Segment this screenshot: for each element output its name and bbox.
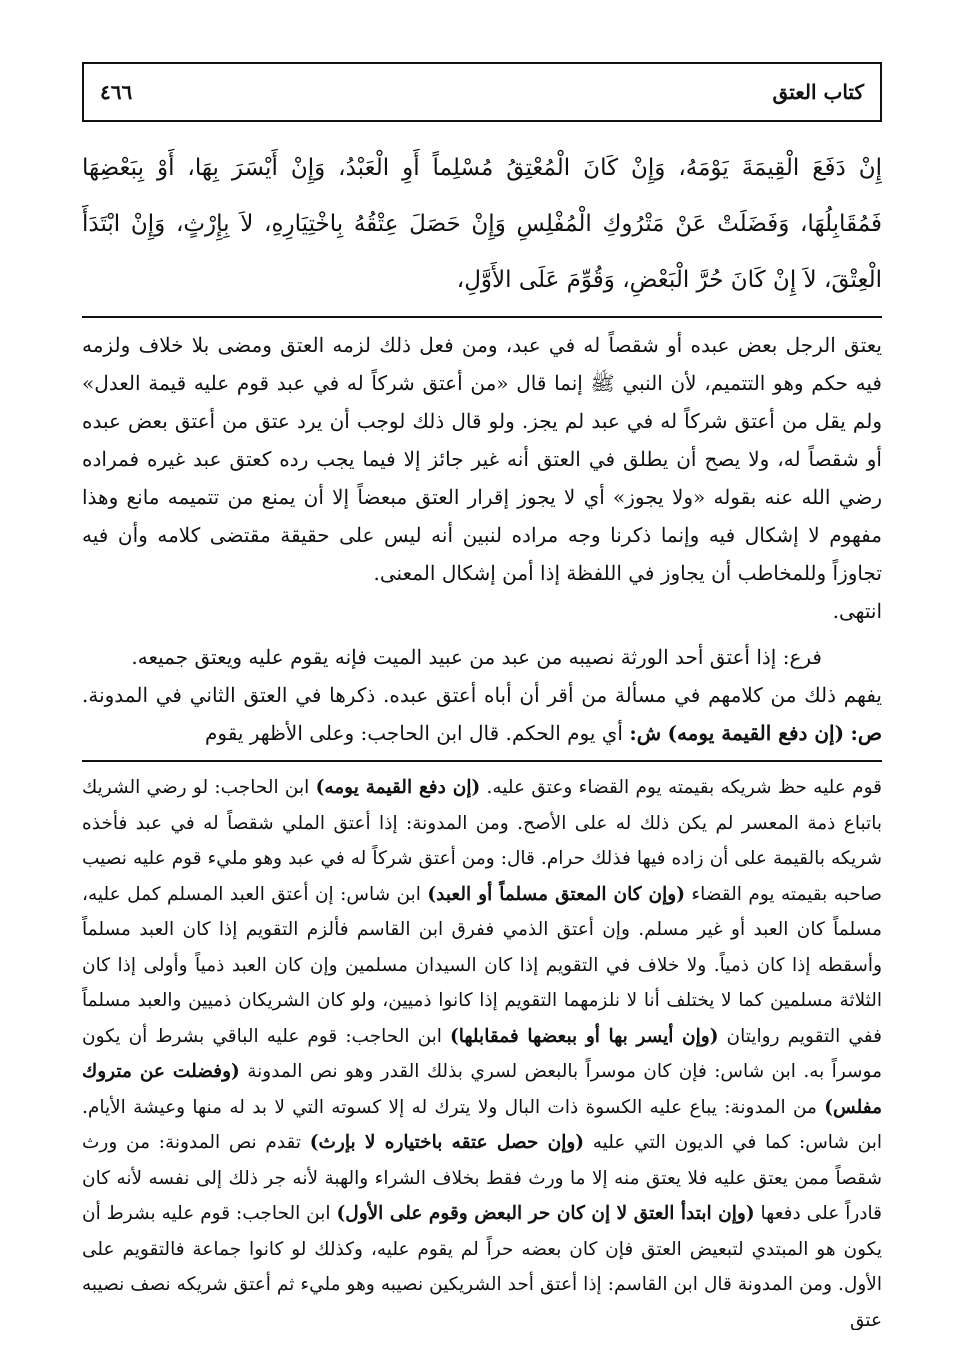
foot-part-1: قوم عليه حظ شريكه بقيمته يوم القضاء وعتق عليه. [486,777,882,798]
sad-quote: (إن دفع القيمة يومه) [667,721,845,745]
foot-part-4: ابن الحاجب: قوم عليه الباقي بشرط أن يكون موسراً به. ابن شاس: فإن كان موسراً بالبعض لسري بذلك القدر وهو نص المدونة [82,1025,882,1082]
matn-text: إِنْ دَفَعَ الْقِيمَةَ يَوْمَهُ، وَإِنْ كَانَ الْمُعْتِقُ مُسْلِماً أَوِ الْعَبْدُ، وَإِنْ أَيْسَرَ بِهَا، أَوْ بِبَعْضِهَا فَمُقَابِلُهَا، وَفَضَلَتْ عَنْ مَتْرُوكِ الْمُفْلِسِ وَإِنْ حَصَلَ عِتْقُهُ بِاخْتِيَارِهِ، لاَ بِإِرْثٍ، وَإِنْ ابْتَدَأَ الْعِتْقَ، لاَ إِنْ كَانَ حُرَّ الْبَعْضِ، وَقُوِّمَ عَلَى الأَوَّلِ، [82,155,882,293]
page-header [82,62,882,122]
foot-part-6: تقدم نص المدونة: من ورث شقصاً ممن يعتق عليه فلا يعتق منه إلا ما ورث فقط بخلاف الشراء والهبة لأنه جر ذلك إلى نفسه لأنه كان قادراً على دفعها [82,1132,882,1224]
sad-label: ص: [850,721,882,745]
commentary-text: يعتق الرجل بعض عبده أو شقصاً له في عبد، ومن فعل ذلك لزمه العتق ومضى بلا خلاف ولزمه فيه حكم وهو التتميم، لأن النبي ﷺ إنما قال «من أعتق شركاً له في عبد قوم عليه قيمة العدل» ولم يقل من أعتق شركاً له في عبد لم يجز. ولو قال ذلك لوجب أن يرد عتق من أعتق بعض عبده أو شقصاً له، ولا يصح أن يطلق في العتق أنه غير جائز إلا فيما يجب رده كعتق عبد غيره فمراده رضي الله عنه بقوله «ولا يجوز» أي لا يجوز إقرار العتق مبعضاً إلا أن يمنع من تتميمه مانع وهذا مفهوم لا إشكال فيه وإنما ذكرنا وجه مراده لنبين أنه ليس على حقيقة مقتضى كلامه وأن فيه تجاوزاً وللمخاطب أن يجاوز في اللفظة إذا أمن إشكال المعنى. [82,333,882,585]
footnote-block [82,770,882,1330]
divider-top [82,316,882,318]
branch-block [82,638,882,752]
foot-part-3: ابن شاس: إن أعتق العبد المسلم كمل عليه، مسلماً كان العبد أو غير مسلم. وإن أعتق الذمي ففرق ابن القاسم فألزم التقويم إذا كان العبد مسلماً وأسقطه إذا كان ذمياً. ولا خلاف في التقويم إذا كان السيدان مسلمين وإن كان العبد ذمياً وأولى إذا كان الثلاثة مسلمين كما لا يختلف أنا لا نلزمهما التقويم إذا كانوا ذميين، ولو كان الشريكان ذميين والعبد مسلماً ففي التقويم روايتان [82,883,882,1047]
foot-quote-6: (وإن ابتدأ العتق لا إن كان حر البعض وقوم على الأول) [336,1203,755,1224]
foot-quote-2: (وإن كان المعتق مسلماً أو العبد) [427,883,685,905]
foot-part-7: ابن الحاجب: قوم عليه بشرط أن يكون هو المبتدي لتبعيض العتق فإن كان بعضه حراً لم يقوم عليه، وكذلك لو كانوا جماعة فالتقويم على الأول. ومن المدونة قال ابن القاسم: إذا أعتق أحد الشريكين نصيبه وهو مليء ثم أعتق شريكه نصف نصيبه عتق [82,1203,882,1330]
divider-bottom [82,760,882,762]
commentary-block [82,326,882,626]
branch-line-1: فرع: إذا أعتق أحد الورثة نصيبه من عبد من عبيد الميت فإنه يقوم عليه ويعتق جميعه. [131,645,822,669]
branch-tail: أي يوم الحكم. قال ابن الحاجب: وعلى الأظهر يقوم [205,721,623,745]
foot-quote-1: (إن دفع القيمة يومه) [315,777,481,798]
sheen-label: ش: [629,721,662,745]
page-number: ٤٦٦ [100,80,133,104]
foot-quote-3: (وإن أيسر بها أو ببعضها فمقابلها) [450,1025,719,1047]
branch-line-2: يفهم ذلك من كلامهم في مسألة من أقر أن أباه أعتق عبده. ذكرها في العتق الثاني في المدونة. [82,683,882,707]
page [82,62,882,1330]
book-title: كتاب العتق [772,80,864,104]
foot-quote-4: (وفضلت عن متروك مفلس) [82,1061,882,1118]
foot-quote-5: (وإن حصل عتقه باختياره لا بإرث) [309,1132,585,1153]
commentary-end: انتهى. [832,599,882,623]
foot-part-5: من المدونة: يباع عليه الكسوة ذات البال ولا يترك له إلا كسوته التي لا بد له منها وعيشة الأيام. ابن شاس: كما في الديون التي عليه [82,1096,882,1153]
foot-part-2: ابن الحاجب: لو رضي الشريك باتباع ذمة المعسر لم يكن ذلك له على الأصح. ومن المدونة: إذا أعتق الملي شقصاً له في عبد فأخذه شريكه بالقيمة على أن زاده فيها فذلك حرام. قال: ومن أعتق شركاً له في عبد وهو مليء قوم عليه نصيب صاحبه بقيمته يوم القضاء [82,777,882,905]
